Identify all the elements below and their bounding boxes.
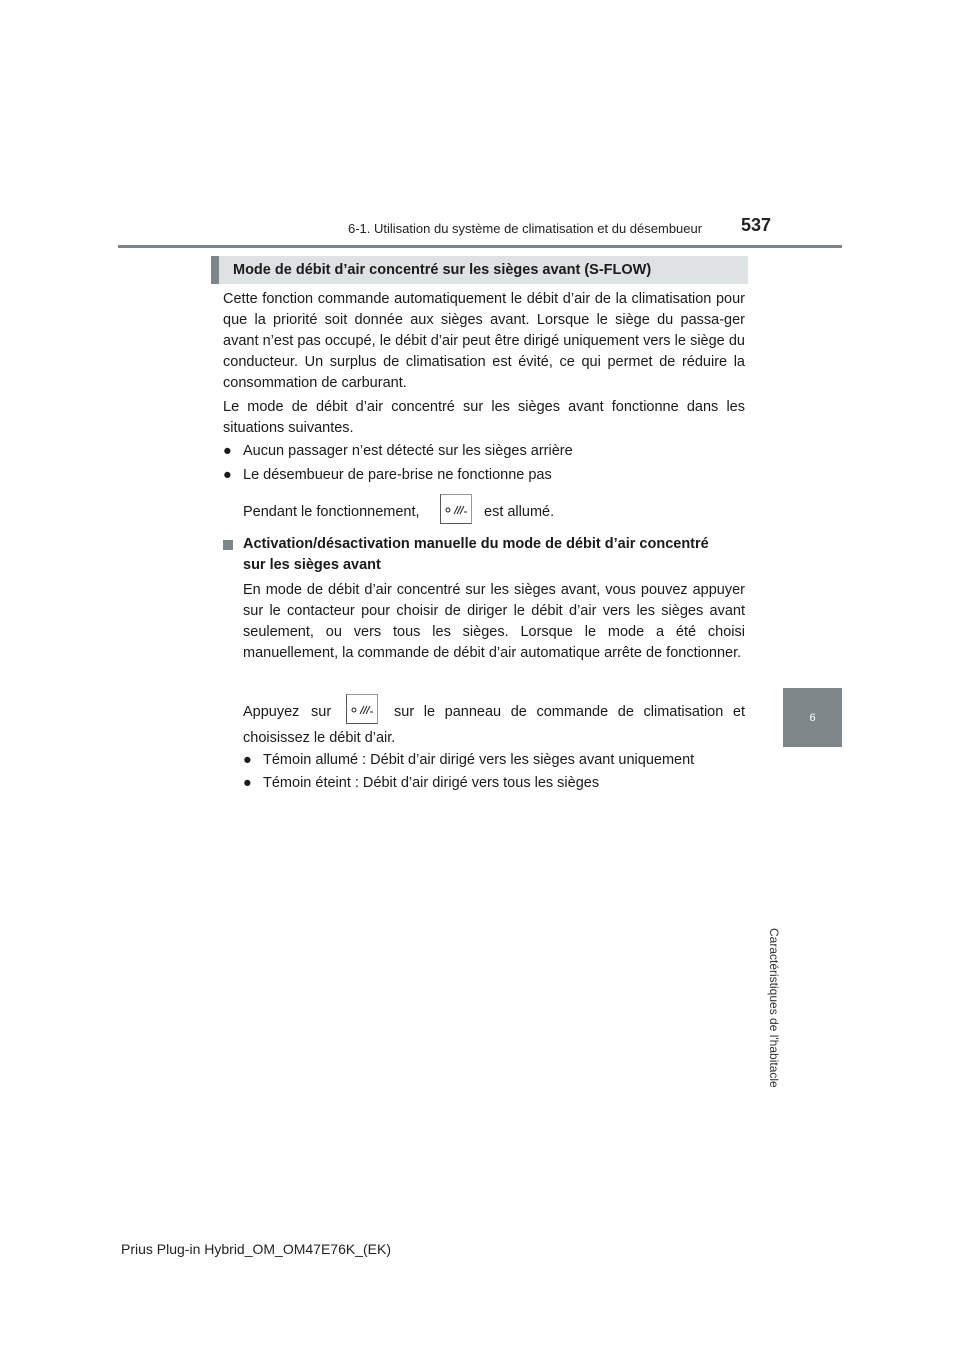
- section-title-bar: [211, 256, 748, 284]
- section-title: Mode de débit d’air concentré sur les sièges avant (S-FLOW): [233, 262, 652, 278]
- subsection-paragraph: En mode de débit d’air concentré sur les sièges avant, vous pouvez appuyer sur le contacteur pour choisir de diriger le débit d’air vers les sièges avant seulement, ou vers tous les sièges. Lorsque le mode a été choisi manuellement, la commande de débit d’air automatique arrête de fonctionner.: [243, 582, 745, 661]
- chapter-tab-number: 6: [809, 711, 816, 724]
- chapter-title: 6-1. Utilisation du système de climatisation et du désembueur: [348, 221, 703, 236]
- s-flow-button-icon: [440, 494, 472, 524]
- bullet-icon: ●: [243, 752, 252, 768]
- list-item-text: Témoin allumé : Débit d’air dirigé vers les sièges avant uniquement: [263, 752, 695, 768]
- conditions-paragraph: Le mode de débit d’air concentré sur les sièges avant fonctionne dans les situations suivantes.: [223, 399, 745, 436]
- square-bullet-icon: [223, 540, 233, 550]
- indicator-note-before: Pendant le fonctionnement,: [243, 504, 420, 520]
- list-item-text: Témoin éteint : Débit d’air dirigé vers tous les sièges: [263, 775, 600, 791]
- press-word-2: sur: [311, 704, 332, 720]
- header-rule: [118, 245, 842, 248]
- intro-paragraph: Cette fonction commande automatiquement le débit d’air de la climatisation pour que la priorité soit donnée aux sièges avant. Lorsque le siège du passa-ger avant n’est pas occupé, le débit d’air peut être dirigé uniquement vers le siège du conducteur. Un surplus de climatisation est évité, ce qui permet de réduire la consommation de carburant.: [223, 291, 745, 391]
- subsection-title-line-2: sur les sièges avant: [243, 557, 381, 573]
- list-item-text: Le désembueur de pare-brise ne fonctionne pas: [243, 467, 552, 483]
- press-word-1: Appuyez: [243, 704, 300, 720]
- footer-text: Prius Plug-in Hybrid_OM_OM47E76K_(EK): [121, 1241, 391, 1257]
- list-item-text: Aucun passager n’est détecté sur les sièges arrière: [243, 443, 573, 459]
- indicator-note-after: est allumé.: [484, 504, 555, 520]
- chapter-tab-label: Caractéristiques de l'habitacle: [767, 928, 781, 1088]
- subsection-title-line-1: Activation/désactivation manuelle du mode de débit d’air concentré: [243, 536, 709, 552]
- bullet-icon: ●: [243, 775, 252, 791]
- s-flow-button-icon: [346, 694, 378, 724]
- press-line-2: choisissez le débit d’air.: [243, 730, 396, 746]
- page-number: 537: [741, 215, 772, 235]
- bullet-icon: ●: [223, 443, 232, 459]
- press-after: sur le panneau de commande de climatisation et: [394, 704, 745, 720]
- chapter-tab: [783, 688, 842, 747]
- bullet-icon: ●: [223, 467, 232, 483]
